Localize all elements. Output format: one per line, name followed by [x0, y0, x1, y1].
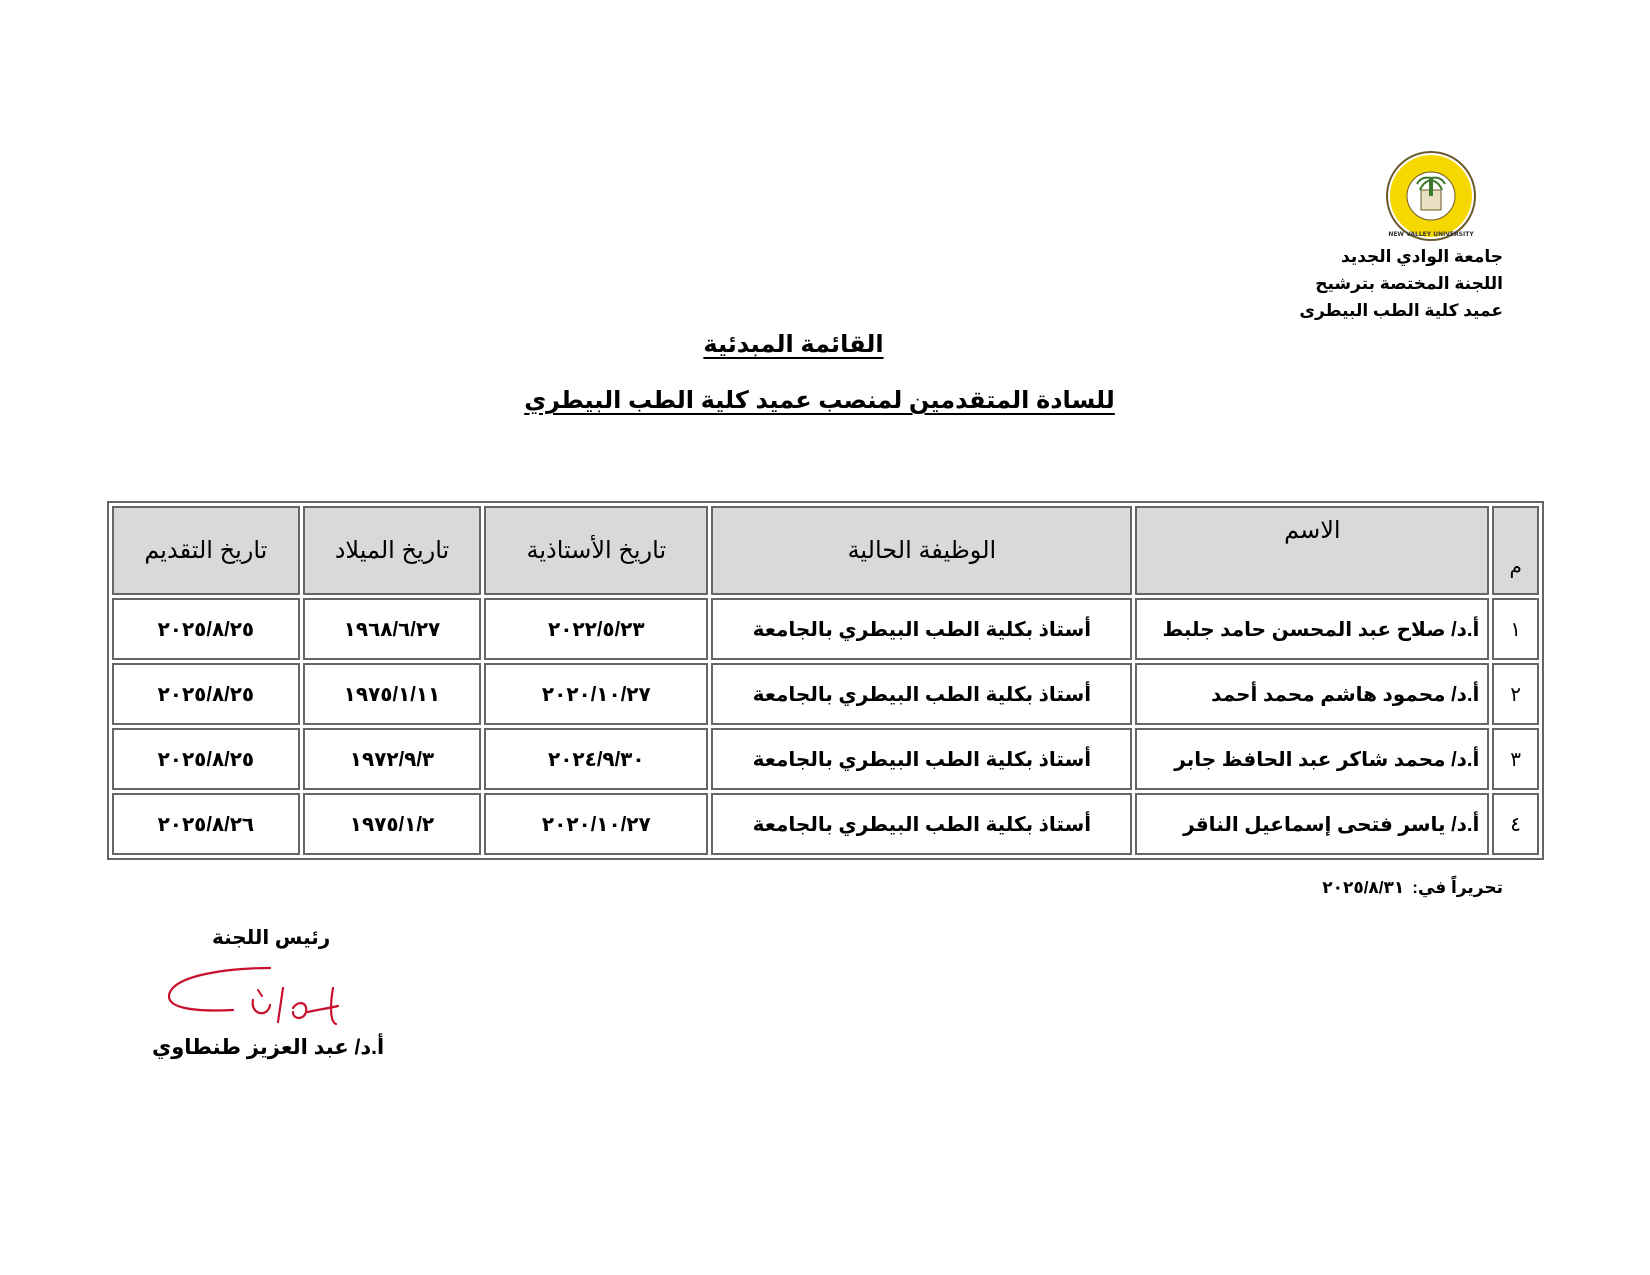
written-date-line: [1322, 878, 1503, 898]
chair-title: رئيس اللجنة: [212, 927, 331, 949]
row-professorship-date: ٢٠٢٠/١٠/٢٧: [484, 793, 708, 855]
row-professorship-date: ٢٠٢٠/١٠/٢٧: [484, 663, 708, 725]
row-birth-date: ١٩٧٥/١/١١: [303, 663, 482, 725]
svg-text:NEW VALLEY UNIVERSITY: NEW VALLEY UNIVERSITY: [1388, 231, 1474, 238]
row-index: ٤: [1492, 793, 1539, 855]
chair-name: أ.د/ عبد العزيز طنطاوي: [152, 1036, 385, 1059]
page-title: القائمة المبدئية: [703, 331, 884, 358]
row-position: أستاذ بكلية الطب البيطري بالجامعة: [711, 793, 1132, 855]
table-row: [112, 728, 1539, 790]
row-application-date: ٢٠٢٥/٨/٢٥: [112, 598, 300, 660]
row-birth-date: ١٩٧٢/٩/٣: [303, 728, 482, 790]
table-header-row: [112, 506, 1539, 595]
page-subtitle: للسادة المتقدمين لمنصب عميد كلية الطب البيطري: [524, 387, 1115, 414]
row-name: أ.د/ محمد شاكر عبد الحافظ جابر: [1135, 728, 1489, 790]
row-position: أستاذ بكلية الطب البيطري بالجامعة: [711, 728, 1132, 790]
written-date: ٢٠٢٥/٨/٣١: [1322, 878, 1405, 897]
header-block: [1203, 243, 1503, 324]
row-name: أ.د/ ياسر فتحى إسماعيل الناقر: [1135, 793, 1489, 855]
table-row: [112, 793, 1539, 855]
row-application-date: ٢٠٢٥/٨/٢٥: [112, 728, 300, 790]
row-position: أستاذ بكلية الطب البيطري بالجامعة: [711, 598, 1132, 660]
row-professorship-date: ٢٠٢٤/٩/٣٠: [484, 728, 708, 790]
row-birth-date: ١٩٦٨/٦/٢٧: [303, 598, 482, 660]
committee-line-1: اللجنة المختصة بترشيح: [1315, 274, 1503, 293]
header-application-date: تاريخ التقديم: [112, 506, 300, 595]
row-name: أ.د/ محمود هاشم محمد أحمد: [1135, 663, 1489, 725]
row-index: ٢: [1492, 663, 1539, 725]
row-index: ٣: [1492, 728, 1539, 790]
candidates-table: [107, 501, 1544, 860]
header-professorship-date: تاريخ الأستاذية: [484, 506, 708, 595]
row-professorship-date: ٢٠٢٢/٥/٢٣: [484, 598, 708, 660]
university-name: جامعة الوادي الجديد: [1341, 247, 1503, 266]
university-logo: [1385, 150, 1477, 242]
header-position: الوظيفة الحالية: [711, 506, 1132, 595]
signature-image: [158, 960, 358, 1035]
row-position: أستاذ بكلية الطب البيطري بالجامعة: [711, 663, 1132, 725]
header-index: م: [1492, 506, 1539, 595]
row-application-date: ٢٠٢٥/٨/٢٦: [112, 793, 300, 855]
table-row: [112, 663, 1539, 725]
written-label: تحريراً في:: [1412, 878, 1503, 897]
header-name: الاسم: [1135, 506, 1489, 595]
row-birth-date: ١٩٧٥/١/٢: [303, 793, 482, 855]
row-application-date: ٢٠٢٥/٨/٢٥: [112, 663, 300, 725]
row-index: ١: [1492, 598, 1539, 660]
header-birth-date: تاريخ الميلاد: [303, 506, 482, 595]
row-name: أ.د/ صلاح عبد المحسن حامد جلبط: [1135, 598, 1489, 660]
committee-line-2: عميد كلية الطب البيطرى: [1299, 301, 1503, 320]
table-row: [112, 598, 1539, 660]
